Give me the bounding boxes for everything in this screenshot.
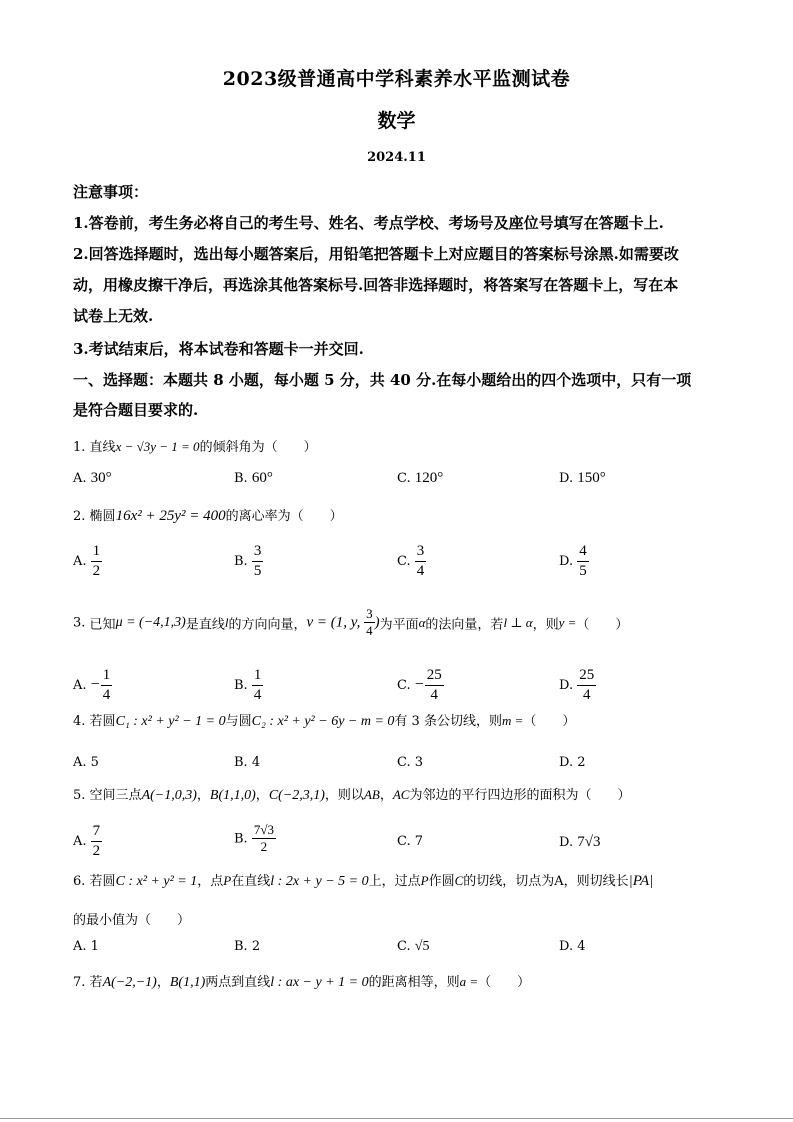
q1-option-d: D. 150° — [559, 470, 606, 486]
stem-text: 直线 — [89, 440, 116, 455]
stem-text: 的离心率为（ ） — [225, 509, 343, 524]
q2-option-c: C. $\frac{3}{4}$ — [397, 543, 425, 579]
question-6-stem: 6. 若圆C : x² + y² = 1，点P在直线l : 2x + y − 5 = 0上，过点P作圆C的切线，切点为A，则切线长|PA| — [73, 873, 654, 889]
q1-option-c: C. 120° — [397, 470, 444, 486]
q4-option-b: B. 4 — [234, 755, 261, 770]
q6-option-a: A. 1 — [73, 939, 99, 954]
q4-option-a: A. 5 — [73, 755, 99, 770]
notes-heading: 注意事项： — [73, 183, 149, 201]
q3-option-b: B. $\frac{1}{4}$ — [234, 667, 262, 703]
section-1-line-2: 是符合题目要求的. — [73, 401, 199, 419]
q1-option-b: B. 60° — [234, 470, 273, 486]
question-3-stem: 3. 已知μ = (−4,1,3)是直线l的方向向量，v = (1, y, $\frac{3}{4}$ )为平面α的法向量，若l ⊥ α，则y =（ ） — [73, 606, 629, 639]
q1-option-a: A. 30° — [73, 470, 112, 486]
stem-text: 椭圆 — [89, 509, 116, 524]
note-3: 3.考试结束后，将本试卷和答题卡一并交回. — [73, 340, 364, 358]
section-1-line-1: 一、选择题：本题共 8 小题，每小题 5 分，共 40 分.在每小题给出的四个选项中，只有一项 — [73, 371, 692, 389]
exam-date: 2024.11 — [367, 150, 426, 165]
question-number: 2. — [73, 509, 86, 524]
q4-option-c: C. 3 — [397, 755, 424, 770]
question-5-stem: 5. 空间三点A(−1,0,3)，B(1,1,0)，C(−2,3,1)，则以AB，AC为邻边的平行四边形的面积为（ ） — [73, 787, 631, 803]
q5-option-d: D. 7√3 — [559, 834, 601, 850]
question-number: 1. — [73, 440, 86, 455]
q4-option-d: D. 2 — [559, 755, 586, 770]
question-number: 5. — [73, 788, 86, 803]
note-1: 1.答卷前，考生务必将自己的考生号、姓名、考点学校、考场号及座位号填写在答题卡上. — [73, 214, 664, 232]
q6-option-b: B. 2 — [234, 939, 261, 954]
question-7-stem: 7. 若A(−2,−1)，B(1,1)两点到直线l : ax − y + 1 = 0的距离相等，则a =（ ） — [73, 974, 531, 990]
q5-option-a: A. $\frac{7}{2}$ — [73, 823, 101, 859]
exam-title: 2023级普通高中学科素养水平监测试卷 — [222, 68, 571, 90]
q3-option-a: A. − $\frac{1}{4}$ — [73, 667, 111, 703]
note-2-line-3: 试卷上无效. — [73, 307, 154, 325]
q6-option-d: D. 4 — [559, 939, 586, 954]
q5-option-c: C. 7 — [397, 834, 424, 849]
q2-option-a: A. $\frac{1}{2}$ — [73, 543, 101, 579]
q5-option-b: B. $\frac{7√3}{2}$ — [234, 822, 274, 855]
note-2-line-2: 动，用橡皮擦干净后，再选涂其他答案标号.回答非选择题时，将答案写在答题卡上，写在本 — [73, 276, 679, 294]
line-equation: x − √3y − 1 = 0 — [115, 439, 200, 454]
q3-option-c: C. − $\frac{25}{4}$ — [397, 667, 442, 703]
question-number: 3. — [73, 615, 86, 631]
question-6-stem-line-2: 的最小值为（ ） — [73, 913, 191, 928]
stem-text: 的倾斜角为（ ） — [199, 440, 317, 455]
question-number: 4. — [73, 714, 86, 729]
page-bottom-divider — [0, 1118, 793, 1119]
question-2-stem — [73, 505, 343, 525]
exam-subject: 数学 — [377, 110, 416, 132]
note-2-line-1: 2.回答选择题时，选出每小题答案后，用铅笔把答题卡上对应题目的答案标号涂黑.如需要改 — [73, 245, 679, 263]
question-1-stem — [73, 436, 317, 455]
ellipse-equation: 16x² + 25y² = 400 — [115, 508, 226, 524]
q3-option-d: D. $\frac{25}{4}$ — [559, 667, 595, 703]
question-4-stem: 4. 若圆C₁ : x² + y² − 1 = 0与圆C₂ : x² + y² − 6y − m = 0有 3 条公切线，则m =（ ） — [73, 713, 576, 729]
q6-option-c: C. √5 — [397, 939, 430, 954]
q2-option-d: D. $\frac{4}{5}$ — [559, 543, 587, 579]
q2-option-b: B. $\frac{3}{5}$ — [234, 543, 262, 579]
question-number: 7. — [73, 975, 86, 990]
question-number: 6. — [73, 874, 86, 889]
